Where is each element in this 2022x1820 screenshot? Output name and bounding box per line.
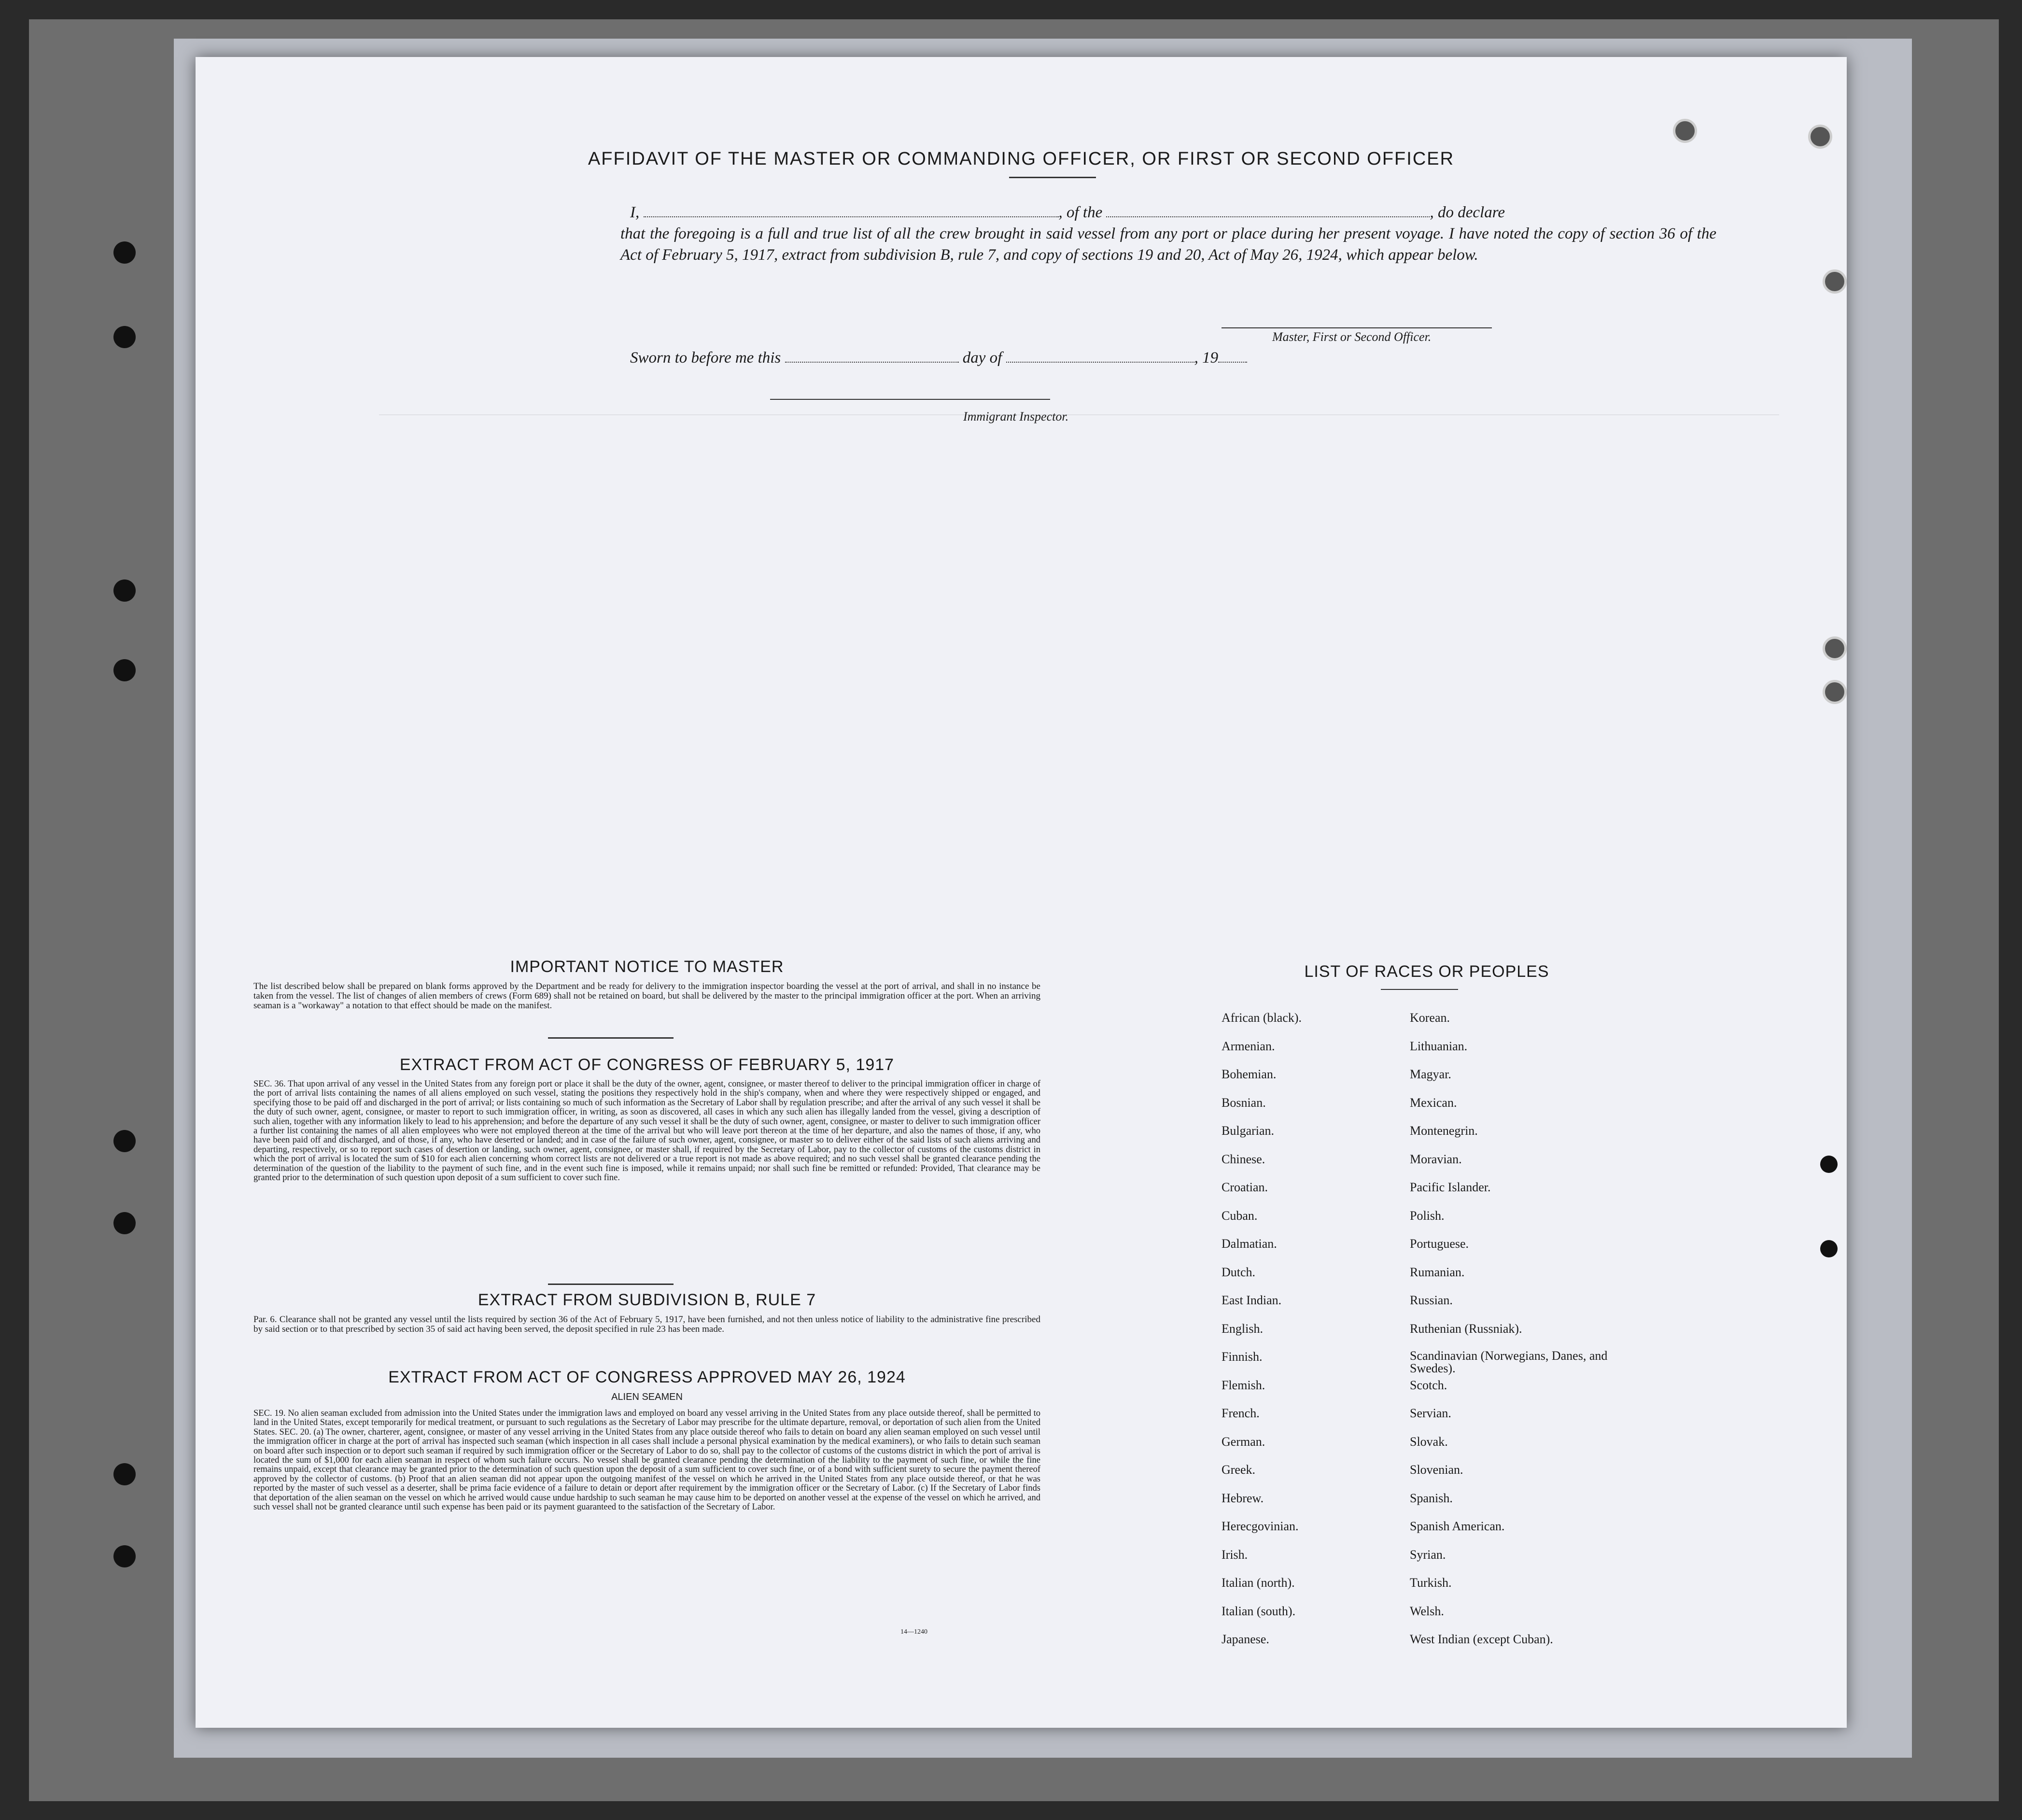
binder-hole (113, 1545, 136, 1567)
binder-hole (113, 1463, 136, 1485)
race-item: Italian (north). (1222, 1576, 1295, 1590)
race-item: Montenegrin. (1410, 1124, 1478, 1138)
day-blank[interactable] (785, 361, 959, 363)
punch-hole (1823, 636, 1847, 661)
punch-hole (1673, 119, 1697, 143)
extract-1917-text: SEC. 36. That upon arrival of any vessel in the United States from any foreign port or place it shall be the duty of the owner, agent, consignee, or master thereof to deliver to the principal immigration officer in charge of the port of arrival lists containing the names of all aliens employed on such vessel, stating the positions they respectively hold in the ship's company, when and where they were respectively shipped or engaged, and specifying those to be paid off and discharged in the port of arrival; or lists containing so much of such information as the Secretary of Labor shall by regulation prescribe; and after the arrival of any such vessel it shall be the duty of such owner, agent, consignee, or master to report to such immigration officer, in writing, as soon as discovered, all cases in which any such alien has illegally landed from the vessel, giving a description of such alien, together with any information likely to lead to his apprehension; and before the departure of any such vessel it shall be the duty of such owner, agent, consignee, or master to deliver to such immigration officer a further list containing the names of all alien employees who were not employed thereon at the time of the arrival but who will leave port thereon at the time of her departure, and also the names of those, if any, who have been paid off and discharged, and of those, if any, who have deserted or landed; and in case of the failure of such owner, agent, consignee, or master so to deliver either of the said lists of such aliens arriving and departing, respectively, or so to report such cases of desertion or landing, such owner, agent, consignee, or master shall, if required by the Secretary of Labor, pay to the collector of customs of the customs district in which the port of arrival is located the sum of $10 for each alien concerning whom correct lists are not delivered or a true report is not made as above required; and no such vessel shall be granted clearance pending the determination of the question of the liability to the payment of such fine, and in the event such fine is imposed, while it remains unpaid; nor shall such fine be remitted or refunded: Provided, That clearance may be granted prior to the determination of such question upon deposit of a sum sufficient to cover such fine. (253, 1079, 1040, 1183)
binder-hole (113, 659, 136, 681)
race-item: German. (1222, 1434, 1265, 1449)
race-item: Irish. (1222, 1547, 1248, 1562)
races-title: LIST OF RACES OR PEOPLES (1304, 962, 1549, 981)
punch-hole (1820, 1240, 1838, 1257)
race-item: Chinese. (1222, 1152, 1265, 1166)
bleed-through-text (379, 414, 1779, 995)
affidavit-page (196, 57, 1847, 1728)
race-item: Servian. (1410, 1406, 1451, 1420)
binder-hole (113, 326, 136, 348)
races-col-2 (1410, 1011, 1632, 1661)
sworn-label: Sworn to before me this (630, 349, 781, 367)
divider (548, 1037, 674, 1039)
race-item: Greek. (1222, 1463, 1256, 1477)
extract-1924-text: SEC. 19. No alien seaman excluded from admission into the United States under the immigration laws and employed on board any vessel arriving in the United States from any place outside thereof, shall be permitted to land in the United States, except temporarily for medical treatment, or pursuant to such regulations as the Secretary of Labor may prescribe for the ultimate departure, removal, or deportation of such alien from the United States. SEC. 20. (a) The owner, charterer, agent, consignee, or master of any vessel arriving in the United States from any place outside thereof who fails to detain on board any alien seaman employed on such vessel until the immigration officer in charge at the port of arrival has inspected such seaman (which inspection in all cases shall include a personal physical examination by the medical examiners), or who fails to detain such seaman on board after such inspection or to deport such seaman if required by such immigration officer or the Secretary of Labor to do so, shall pay to the collector of customs of the customs district in which the port of arrival is located the sum of $1,000 for each alien seaman in respect of whom such failure occurs. No vessel shall be granted clearance pending the determination of the liability to the payment of such fine, or while the fine remains unpaid, except that clearance may be granted prior to the determination of such question upon the deposit of a sum sufficient to cover such fine, or of a bond with sufficient surety to secure the payment thereof approved by the collector of customs. (b) Proof that an alien seaman did not appear upon the outgoing manifest of the vessel on which he arrived in the United States from any place outside thereof, or that he was reported by the master of such vessel as a deserter, shall be prima facie evidence of a failure to detain or deport after requirement by the immigration officer or the Secretary of Labor. (c) If the Secretary of Labor finds that deportation of the alien seaman on the vessel on which he arrived would cause undue hardship to such seaman he may cause him to be deported on another vessel at the expense of the vessel on which he arrived, and such vessel shall not be granted clearance until such expense has been paid or its payment guaranteed to the satisfaction of the Secretary of Labor. (253, 1409, 1040, 1512)
race-item: Finnish. (1222, 1350, 1263, 1364)
race-item: Hebrew. (1222, 1491, 1264, 1505)
race-item: Cuban. (1222, 1208, 1258, 1223)
race-item: Magyar. (1410, 1067, 1451, 1081)
race-item: French. (1222, 1406, 1260, 1420)
race-item: Bohemian. (1222, 1067, 1277, 1081)
race-item: Rumanian. (1410, 1265, 1465, 1279)
extract-1917-title: EXTRACT FROM ACT OF CONGRESS OF FEBRUARY 5, 1917 (399, 1056, 895, 1074)
punch-hole (1808, 125, 1832, 149)
race-item: Ruthenian (Russniak). (1410, 1321, 1522, 1336)
race-item: Japanese. (1222, 1632, 1269, 1646)
race-item: Armenian. (1222, 1039, 1275, 1053)
punch-hole (1823, 680, 1847, 704)
race-item: Spanish American. (1410, 1519, 1505, 1533)
affidavit-title: AFFIDAVIT OF THE MASTER OR COMMANDING OFFICER, OR FIRST OR SECOND OFFICER (588, 149, 1455, 169)
name-blank[interactable] (644, 216, 1059, 217)
race-item: Pacific Islander. (1410, 1180, 1491, 1194)
year-blank[interactable] (1218, 361, 1247, 363)
races-col-1 (1222, 1011, 1395, 1661)
affidavit-body (620, 202, 1716, 266)
binder-hole (113, 241, 136, 264)
rule7-text: Par. 6. Clearance shall not be granted any vessel until the lists required by section 36 of the Act of February 5, 1917, have been furnished, and not then unless notice of liability to the administrative fine prescribed by said section or to that prescribed by section 35 of said act having been served, the deposit specified in rule 23 has been made. (253, 1314, 1040, 1334)
master-label: Master, First or Second Officer. (1272, 330, 1432, 344)
race-item: Herecgovinian. (1222, 1519, 1299, 1533)
punch-hole (1820, 1156, 1838, 1173)
race-item: West Indian (except Cuban). (1410, 1632, 1553, 1646)
race-item: Dalmatian. (1222, 1237, 1277, 1251)
race-item: Spanish. (1410, 1491, 1453, 1505)
rule7-title: EXTRACT FROM SUBDIVISION B, RULE 7 (477, 1291, 816, 1309)
inspector-line (770, 399, 1050, 400)
notice-text: The list described below shall be prepared on blank forms approved by the Department and be ready for delivery to the immigration inspector boarding the vessel at the port of arrival, and shall in no instance be taken from the vessel. The list of changes of alien members of crews (Form 689) shall not be retained on board, but shall be delivered by the master to the principal immigration officer at the port. When an arriving seaman is a "workaway" a notation to that effect should be made on the manifest. (253, 981, 1040, 1011)
form-number: 14—1240 (900, 1628, 927, 1636)
race-item: Lithuanian. (1410, 1039, 1468, 1053)
of-the-label: , of the (1058, 204, 1103, 221)
divider (548, 1284, 674, 1285)
punch-hole (1823, 269, 1847, 294)
signature-line (1222, 327, 1492, 328)
race-item: Polish. (1410, 1208, 1445, 1223)
i-label: I, (630, 204, 640, 221)
affidavit-statement: that the foregoing is a full and true list of all the crew brought in said vessel from any port or place during her present voyage. I have noted the copy of section 36 of the Act of February 5, 1917, extract from subdivision B, rule 7, and copy of sections 19 and 20, Act of May 26, 1924, which appear below. (620, 225, 1716, 264)
do-declare-label: , do declare (1430, 204, 1505, 221)
race-item: Turkish. (1410, 1576, 1452, 1590)
race-item: Slovak. (1410, 1434, 1448, 1449)
month-blank[interactable] (1006, 361, 1194, 363)
race-item: English. (1222, 1321, 1263, 1336)
year-prefix: , 19 (1194, 349, 1219, 367)
extract-1924-subtitle: ALIEN SEAMEN (611, 1392, 683, 1402)
race-item: Bosnian. (1222, 1095, 1266, 1110)
binder-hole (113, 579, 136, 602)
race-item: Bulgarian. (1222, 1124, 1275, 1138)
divider (1381, 989, 1458, 990)
race-item: Italian (south). (1222, 1604, 1296, 1618)
race-item: Scotch. (1410, 1378, 1447, 1392)
race-item: Slovenian. (1410, 1463, 1463, 1477)
divider (1009, 177, 1096, 178)
day-of-label: day of (962, 349, 1002, 367)
vessel-blank[interactable] (1106, 216, 1430, 217)
race-item: East Indian. (1222, 1293, 1282, 1307)
race-item: Dutch. (1222, 1265, 1256, 1279)
race-item: Croatian. (1222, 1180, 1268, 1194)
sworn-line (630, 349, 1247, 367)
binder-hole (113, 1212, 136, 1234)
race-item: African (black). (1222, 1011, 1302, 1025)
race-item: Portuguese. (1410, 1237, 1469, 1251)
notice-title: IMPORTANT NOTICE TO MASTER (510, 958, 784, 976)
race-item: Syrian. (1410, 1547, 1446, 1562)
race-item: Russian. (1410, 1293, 1453, 1307)
race-item: Moravian. (1410, 1152, 1462, 1166)
inspector-label: Immigrant Inspector. (963, 409, 1069, 423)
race-item: Welsh. (1410, 1604, 1444, 1618)
race-item: Mexican. (1410, 1095, 1457, 1110)
race-item: Korean. (1410, 1011, 1450, 1025)
extract-1924-title: EXTRACT FROM ACT OF CONGRESS APPROVED MAY 26, 1924 (388, 1368, 906, 1386)
race-item: Scandinavian (Norwegians, Danes, and Swedes). (1410, 1349, 1608, 1375)
binder-hole (113, 1130, 136, 1152)
race-item: Flemish. (1222, 1378, 1265, 1392)
